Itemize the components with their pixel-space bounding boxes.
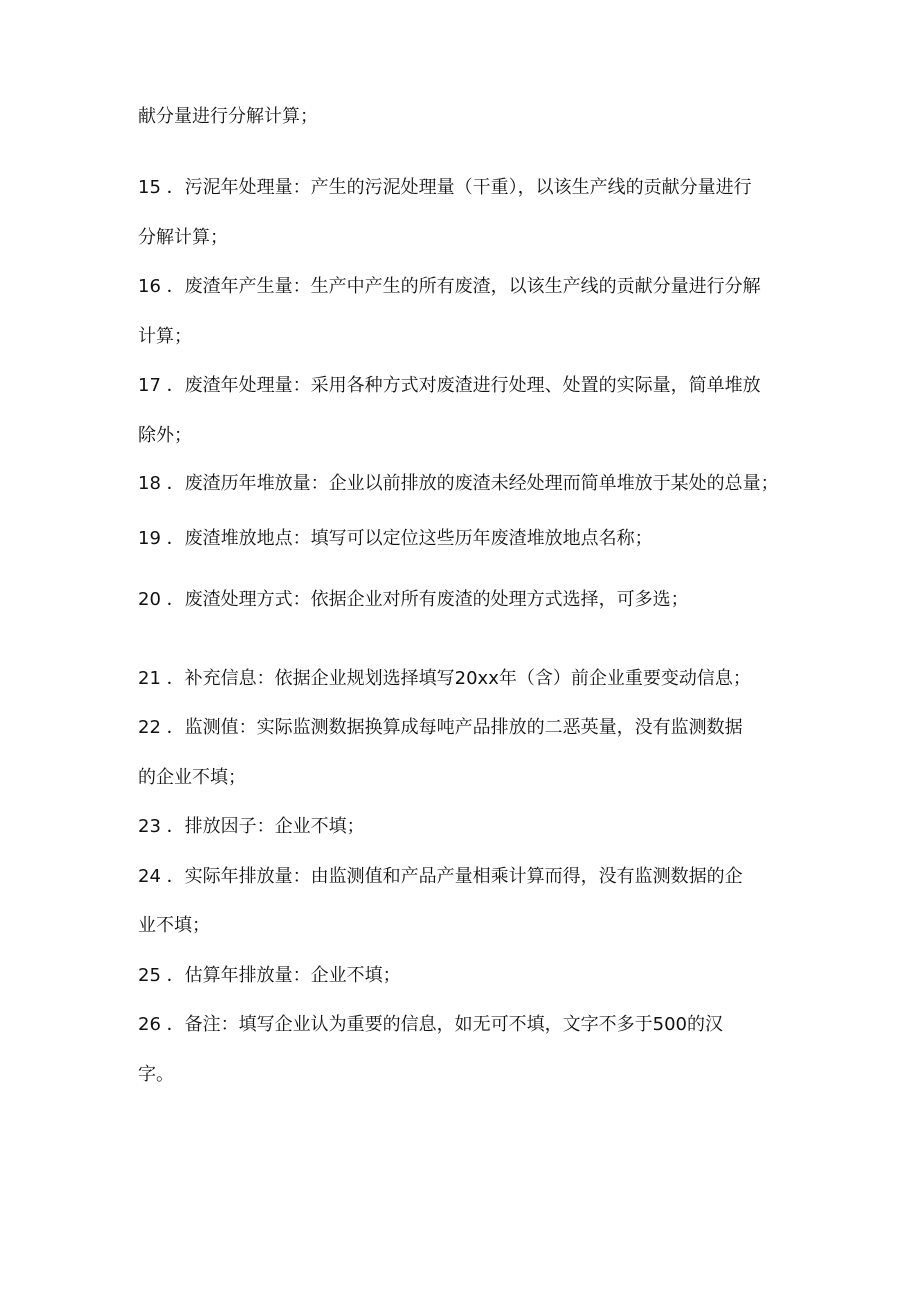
item-text: ．废渣堆放地点：填写可以定位这些历年废渣堆放地点名称； bbox=[166, 528, 653, 549]
list-item-16 bbox=[138, 275, 761, 299]
item-text: ．监测值：实际监测数据换算成每吨产品排放的二恶英量，没有监测数据 bbox=[166, 717, 743, 738]
text-line bbox=[138, 325, 192, 349]
item-text: ．估算年排放量：企业不填； bbox=[166, 965, 401, 986]
item-number: 15 bbox=[138, 177, 161, 198]
list-item-18 bbox=[138, 472, 779, 496]
line-text: 计算； bbox=[138, 326, 192, 347]
item-number: 21 bbox=[138, 668, 161, 689]
text-line bbox=[138, 1063, 174, 1087]
list-item-17 bbox=[138, 374, 761, 398]
line-text: 除外； bbox=[138, 425, 192, 446]
line-text: 分解计算； bbox=[138, 227, 228, 248]
item-text: ．废渣历年堆放量：企业以前排放的废渣未经处理而简单堆放于某处的总量； bbox=[166, 473, 779, 494]
item-number: 17 bbox=[138, 375, 161, 396]
list-item-15 bbox=[138, 176, 752, 200]
list-item-24 bbox=[138, 865, 743, 889]
item-number: 22 bbox=[138, 717, 161, 738]
item-text: ．排放因子：企业不填； bbox=[166, 816, 365, 837]
list-item-21 bbox=[138, 667, 751, 691]
text-line bbox=[138, 105, 318, 129]
line-text: 业不填； bbox=[138, 915, 210, 936]
item-number: 24 bbox=[138, 866, 161, 887]
item-text: ．废渣年处理量：采用各种方式对废渣进行处理、处置的实际量，简单堆放 bbox=[166, 375, 761, 396]
item-number: 20 bbox=[138, 589, 161, 610]
line-text: 字。 bbox=[138, 1064, 174, 1085]
item-text: ．备注：填写企业认为重要的信息，如无可不填，文字不多于500的汉 bbox=[166, 1014, 723, 1035]
text-line bbox=[138, 424, 192, 448]
list-item-19 bbox=[138, 527, 653, 551]
item-text: ．废渣年产生量：生产中产生的所有废渣，以该生产线的贡献分量进行分解 bbox=[166, 276, 761, 297]
item-text: ．废渣处理方式：依据企业对所有废渣的处理方式选择，可多选； bbox=[166, 589, 689, 610]
line-text: 的企业不填； bbox=[138, 767, 246, 788]
item-number: 25 bbox=[138, 965, 161, 986]
item-number: 23 bbox=[138, 816, 161, 837]
text-line bbox=[138, 766, 246, 790]
list-item-20 bbox=[138, 588, 689, 612]
item-number: 18 bbox=[138, 473, 161, 494]
list-item-26 bbox=[138, 1013, 723, 1037]
item-number: 16 bbox=[138, 276, 161, 297]
item-text: ．实际年排放量：由监测值和产品产量相乘计算而得，没有监测数据的企 bbox=[166, 866, 743, 887]
text-line bbox=[138, 914, 210, 938]
list-item-25 bbox=[138, 964, 401, 988]
item-text: ．污泥年处理量：产生的污泥处理量（干重），以该生产线的贡献分量进行 bbox=[166, 177, 752, 198]
text-line bbox=[138, 226, 228, 250]
list-item-22 bbox=[138, 716, 743, 740]
item-number: 19 bbox=[138, 528, 161, 549]
item-text: ．补充信息：依据企业规划选择填写20xx年（含）前企业重要变动信息； bbox=[166, 668, 751, 689]
item-number: 26 bbox=[138, 1014, 161, 1035]
list-item-23 bbox=[138, 815, 365, 839]
line-text: 献分量进行分解计算； bbox=[138, 106, 318, 127]
